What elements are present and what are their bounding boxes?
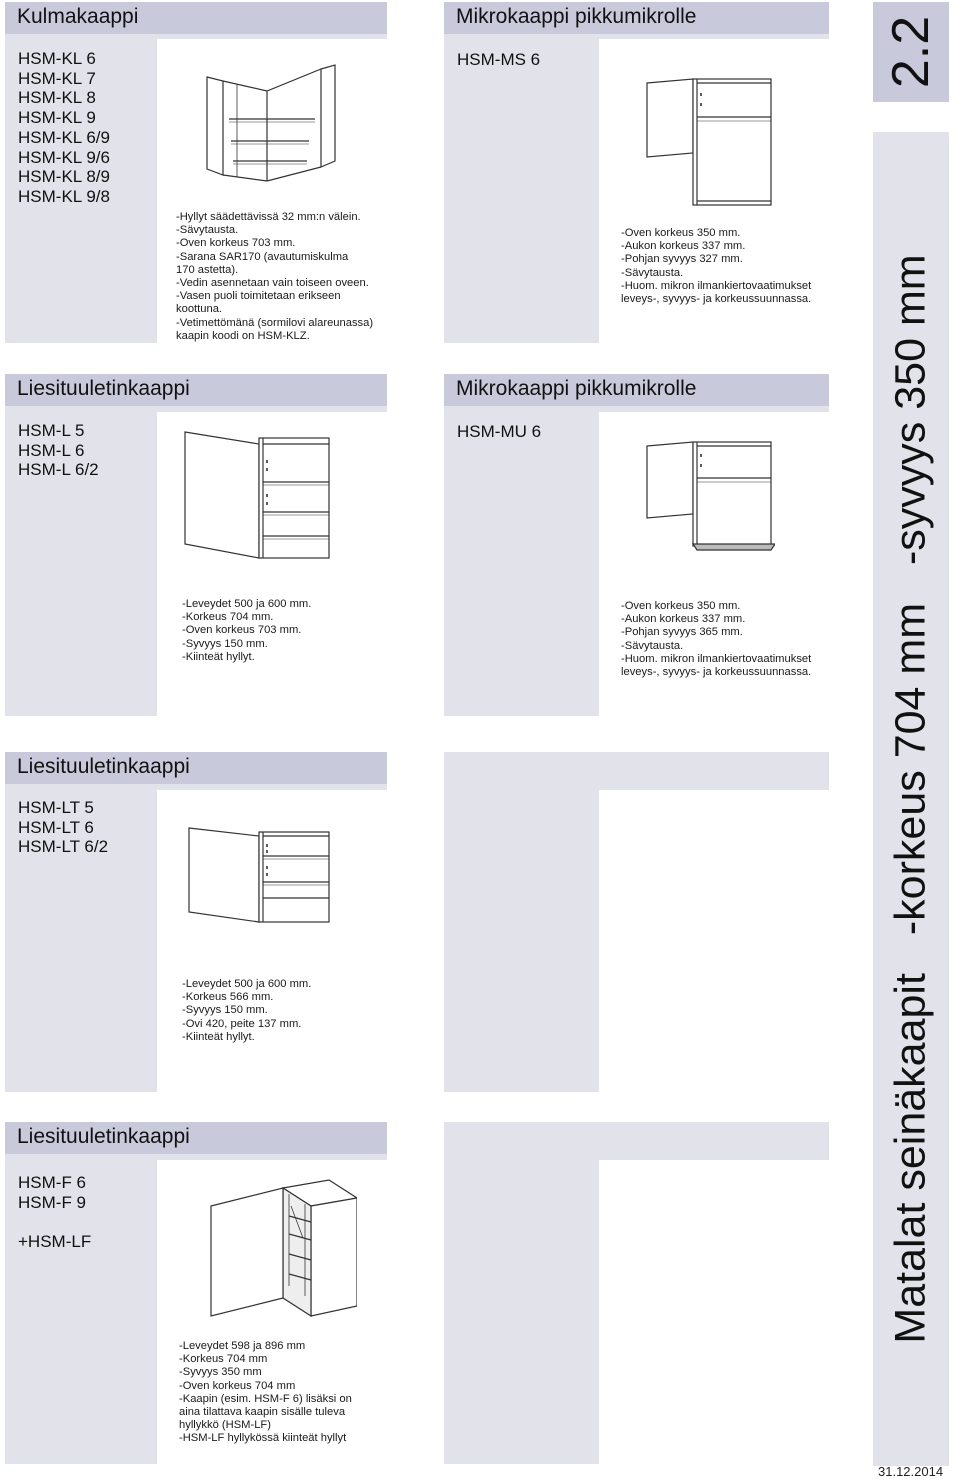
spec-line: -Ovi 420, peite 137 mm. [182, 1017, 302, 1030]
spec-line: -Oven korkeus 704 mm [179, 1379, 296, 1392]
product-specs [621, 227, 811, 306]
microwave-cabinet-drawing [645, 77, 775, 207]
spec-line: 170 astetta). [176, 263, 239, 276]
product-codes [18, 421, 99, 480]
section-title: Kulmakaappi [5, 2, 387, 34]
product-codes [457, 422, 541, 442]
spec-line: -Sävytausta. [621, 639, 684, 652]
spec-line: leveys-, syvyys- ja korkeussuunnassa. [621, 666, 812, 679]
product-code: HSM-KL 9 [18, 108, 96, 128]
hood-cabinet-3d-drawing [207, 1176, 357, 1326]
spec-line: -Korkeus 704 mm [179, 1353, 268, 1366]
spec-line: hyllykkö (HSM-LF) [179, 1419, 271, 1432]
product-card [157, 39, 387, 343]
document-date: 31.12.2014 [878, 1464, 944, 1479]
product-code: HSM-KL 8/9 [18, 167, 110, 187]
spec-line: -Aukon korkeus 337 mm. [621, 613, 746, 626]
empty-card [599, 1160, 829, 1464]
hood-cabinet-drawing [183, 430, 333, 560]
product-card [157, 790, 387, 1092]
section-liesituuletinkaappi-f [5, 1122, 387, 1464]
product-specs [621, 600, 811, 679]
spec-line: -Oven korkeus 703 mm. [182, 624, 302, 637]
side-stripe [873, 2, 949, 1466]
height-spec: -korkeus 704 mm [886, 602, 935, 936]
product-codes [457, 50, 540, 70]
product-code: HSM-L 6 [18, 440, 85, 460]
spec-line: -Kaapin (esim. HSM-F 6) lisäksi on [179, 1392, 352, 1405]
product-codes [18, 798, 108, 857]
page-title-text: Matalat seinäkaapit [886, 973, 935, 1344]
product-specs [182, 978, 311, 1044]
empty-card [599, 790, 829, 1092]
product-codes [18, 1173, 91, 1252]
section-mikrokaappi-ms [444, 2, 829, 343]
spec-line: -Leveydet 500 ja 600 mm. [182, 598, 312, 610]
spec-line: -Vedin asennetaan vain toiseen oveen. [176, 277, 369, 290]
spec-line: -Syvyys 150 mm. [182, 637, 268, 650]
spec-line: aina tilattava kaapin sisälle tuleva [179, 1406, 346, 1419]
product-codes [18, 49, 110, 207]
product-code: HSM-LT 6 [18, 817, 94, 837]
spec-line: -Hyllyt säädettävissä 32 mm:n välein. [176, 211, 361, 223]
product-code: HSM-LT 6/2 [18, 837, 109, 857]
microwave-cabinet-drawing [645, 440, 775, 555]
spec-line: -Huom. mikron ilmankiertovaatimukset [621, 652, 812, 665]
product-code: HSM-KL 9/6 [18, 147, 110, 167]
spec-line: -Syvyys 150 mm. [182, 1004, 268, 1017]
product-code: HSM-KL 7 [18, 68, 96, 88]
product-card [599, 39, 829, 343]
product-specs [176, 211, 373, 343]
product-specs [179, 1340, 352, 1446]
section-title: Liesituuletinkaappi [5, 1122, 387, 1154]
product-code: HSM-KL 6 [18, 49, 96, 68]
product-card [157, 412, 387, 716]
spec-line: koottuna. [176, 303, 223, 316]
page-title [887, 254, 936, 1343]
product-code: HSM-L 5 [18, 421, 85, 440]
spec-line: -Sävytausta. [176, 224, 239, 237]
section-kulmakaappi [5, 2, 387, 343]
product-specs [182, 598, 311, 664]
spec-line: -Kiinteät hyllyt. [182, 1030, 255, 1043]
section-title: Mikrokaappi pikkumikrolle [444, 374, 829, 406]
section-mikrokaappi-mu [444, 374, 829, 716]
spec-line: -Korkeus 704 mm. [182, 611, 274, 624]
section-liesituuletinkaappi-lt [5, 752, 387, 1092]
section-liesituuletinkaappi-l [5, 374, 387, 716]
product-code: HSM-KL 9/8 [18, 186, 110, 206]
spec-line: -Leveydet 500 ja 600 mm. [182, 978, 312, 990]
hood-cabinet-drawing [183, 826, 333, 926]
spec-line: kaapin koodi on HSM-KLZ. [176, 329, 310, 342]
product-code: HSM-MS 6 [457, 50, 541, 69]
spec-line: -HSM-LF hyllykössä kiinteät hyllyt [179, 1432, 347, 1445]
product-code: HSM-MU 6 [457, 422, 542, 441]
section-number-box [873, 2, 949, 102]
product-code: HSM-KL 8 [18, 88, 96, 108]
spec-line: -Sävytausta. [621, 266, 684, 279]
spec-line: -Leveydet 598 ja 896 mm [179, 1340, 306, 1352]
empty-panel [444, 752, 829, 1092]
spec-line: -Oven korkeus 703 mm. [176, 237, 296, 250]
product-code: HSM-F 9 [18, 1192, 86, 1212]
product-code-extra: +HSM-LF [18, 1232, 92, 1252]
section-title: Liesituuletinkaappi [5, 752, 387, 784]
corner-cabinet-drawing [197, 57, 337, 187]
spec-line: -Vasen puoli toimitetaan erikseen [176, 290, 341, 303]
section-title: Liesituuletinkaappi [5, 374, 387, 406]
spec-line: -Kiinteät hyllyt. [182, 650, 255, 663]
spec-line: -Oven korkeus 350 mm. [621, 227, 741, 239]
section-title: Mikrokaappi pikkumikrolle [444, 2, 829, 34]
spec-line: -Huom. mikron ilmankiertovaatimukset [621, 279, 812, 292]
spec-line: -Pohjan syvyys 365 mm. [621, 626, 743, 639]
spec-line: -Aukon korkeus 337 mm. [621, 240, 746, 253]
spec-line: -Pohjan syvyys 327 mm. [621, 253, 743, 266]
product-code: HSM-KL 6/9 [18, 127, 110, 147]
spec-line: leveys-, syvyys- ja korkeussuunnassa. [621, 293, 812, 306]
side-title-box [873, 132, 949, 1466]
product-card [157, 1160, 387, 1464]
product-card [599, 412, 829, 716]
section-number: 2.2 [882, 15, 940, 89]
product-code: HSM-F 6 [18, 1173, 86, 1192]
product-code: HSM-L 6/2 [18, 460, 99, 480]
spec-line: -Vetimettömänä (sormilovi alareunassa) [176, 316, 374, 329]
product-code: HSM-LT 5 [18, 798, 94, 817]
depth-spec: -syvyys 350 mm [886, 254, 935, 566]
spec-line: -Sarana SAR170 (avautumiskulma [176, 250, 349, 263]
spec-line: -Oven korkeus 350 mm. [621, 600, 741, 612]
spec-line: -Syvyys 350 mm [179, 1366, 262, 1379]
empty-panel [444, 1122, 829, 1464]
spec-line: -Korkeus 566 mm. [182, 991, 274, 1004]
